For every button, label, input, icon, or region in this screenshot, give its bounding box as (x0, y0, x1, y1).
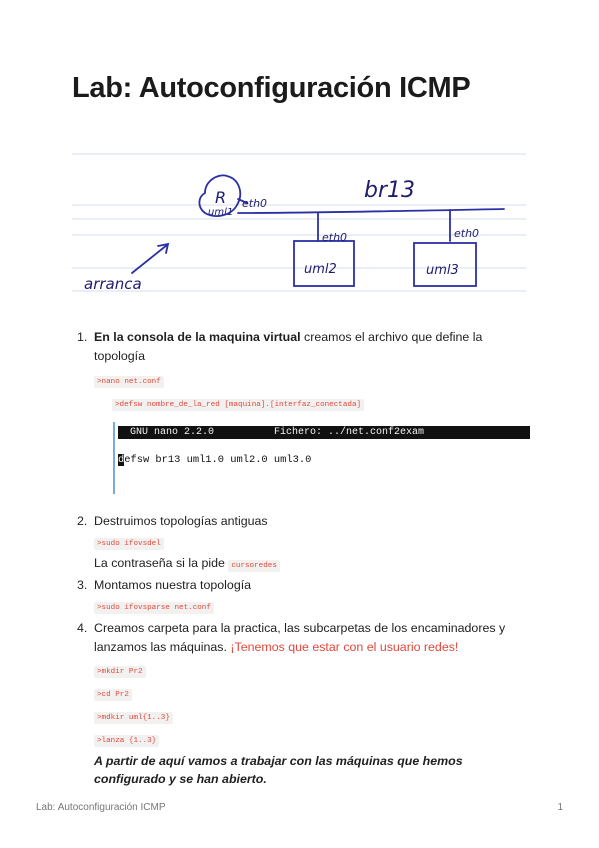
step-text (94, 619, 524, 657)
code-snippet: >mdkir uml{1..3} (94, 712, 173, 724)
step-number: 2. (77, 514, 88, 528)
list-item (77, 512, 524, 573)
list-item (77, 576, 524, 615)
bridge-line (238, 209, 504, 213)
step-number: 1. (77, 330, 88, 344)
step-bold-text: En la consola de la maquina virtual (94, 330, 301, 344)
code-snippet: >sudo ifovsdel (94, 538, 164, 550)
eth-uml2: eth0 (322, 231, 348, 244)
terminal-screenshot (113, 422, 530, 494)
footer-label: Lab: Autoconfiguración ICMP (36, 802, 166, 813)
router-name: uml1 (208, 207, 234, 218)
router-letter: R (215, 188, 227, 207)
terminal-text: efsw br13 uml1.0 uml2.0 uml3.0 (124, 454, 312, 466)
network-topology-sketch (72, 153, 526, 303)
code-snippet: >nano net.conf (94, 376, 164, 388)
code-snippet: >sudo ifovsparse net.conf (94, 602, 214, 614)
steps-list (77, 328, 524, 788)
step-text: Montamos nuestra topología (94, 578, 252, 592)
launch-label: arranca (84, 275, 142, 293)
list-item (77, 619, 524, 788)
code-snippet: >mkdir Pr2 (94, 666, 146, 678)
step-text: Destruimos topologías antiguas (94, 514, 268, 528)
terminal-cursor: d (118, 454, 125, 466)
note-text: A partir de aquí vamos a trabajar con las máquinas que hemos configurado y se han abierto. (94, 754, 463, 786)
step-number: 4. (77, 621, 88, 635)
code-snippet: >defsw nombre_de_la_red [maquina].[interfaz_conectada] (112, 399, 364, 411)
step-body-text: Creamos carpeta para la practica, las subcarpetas de los encaminadores y lanzamos las máquinas. (94, 621, 506, 654)
eth-router: eth0 (242, 197, 268, 210)
bridge-label: br13 (364, 178, 416, 203)
page-number: 1 (557, 802, 563, 813)
page-title: Lab: Autoconfiguración ICMP (72, 72, 471, 104)
password-text: La contraseña si la pide (94, 556, 229, 570)
terminal-header: GNU nano 2.2.0 Fichero: ../net.conf2exam (118, 426, 530, 439)
eth-uml3: eth0 (454, 227, 480, 240)
arrow-line (132, 245, 167, 273)
list-item (77, 328, 524, 494)
step-text (94, 328, 524, 366)
uml3-label: uml3 (426, 263, 459, 278)
code-snippet: >cd Pr2 (94, 689, 132, 701)
uml2-label: uml2 (304, 262, 337, 277)
step-number: 3. (77, 578, 88, 592)
terminal-content (118, 451, 311, 470)
step-body-text: creamos el archivo que define la topología (94, 330, 483, 363)
code-snippet: >lanza {1..3} (94, 735, 159, 747)
code-snippet: cursoredes (228, 560, 280, 572)
warning-text: ¡Tenemos que estar con el usuario redes! (230, 640, 459, 654)
